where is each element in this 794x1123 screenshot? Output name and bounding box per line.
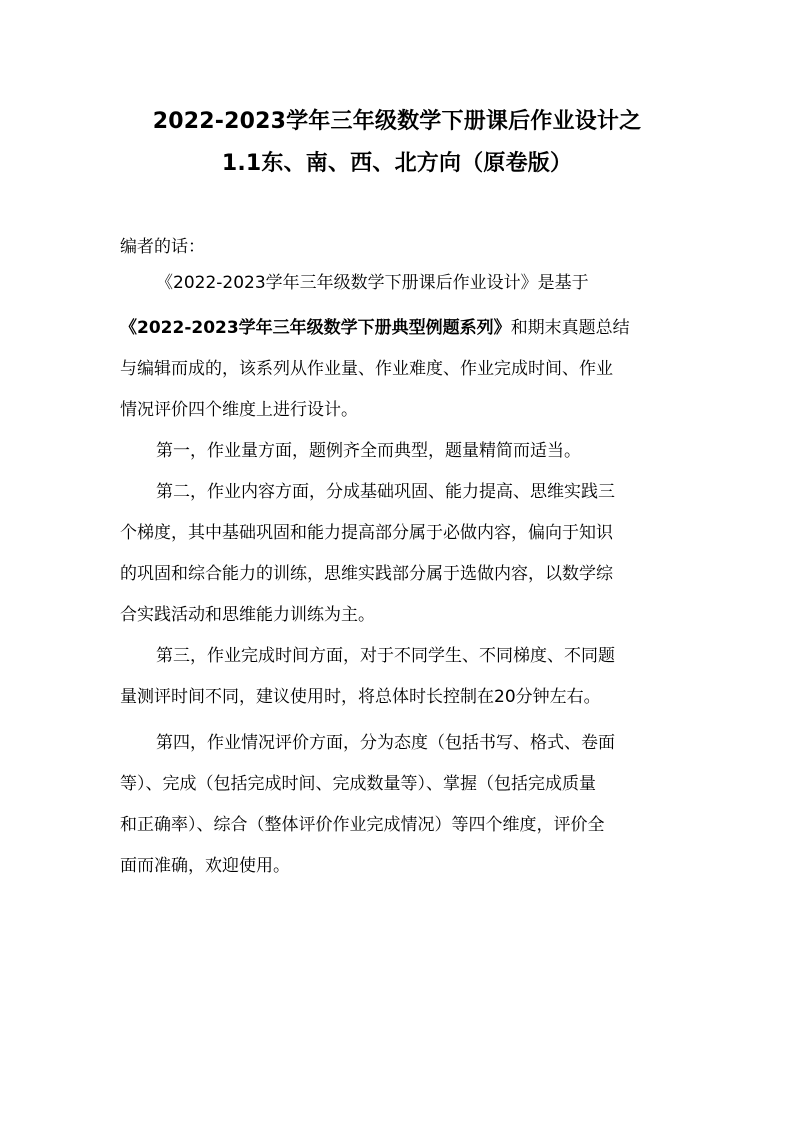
paragraph-3-line-1: 第二，作业内容方面，分成基础巩固、能力提高、思维实践三 <box>156 482 615 502</box>
paragraph-4-line-1: 第三，作业完成时间方面，对于不同学生、不同梯度、不同题 <box>156 646 615 666</box>
document-title-line-2: 1.1东、南、西、北方向（原卷版） <box>221 151 573 176</box>
paragraph-5-line-1: 第四，作业情况评价方面，分为态度（包括书写、格式、卷面 <box>156 733 615 753</box>
preface-label: 编者的话： <box>120 237 205 257</box>
paragraph-5-line-2: 等）、完成（包括完成时间、完成数量等）、掌握（包括完成质量 <box>120 774 596 794</box>
paragraph-1-line-2-rest: 和期末真题总结 <box>510 318 630 338</box>
paragraph-3-line-3: 的巩固和综合能力的训练，思维实践部分属于选做内容，以数学综 <box>120 564 613 584</box>
paragraph-4-line-2: 量测评时间不同，建议使用时，将总体时长控制在20分钟左右。 <box>120 687 601 707</box>
paragraph-1-line-2 <box>120 318 630 338</box>
paragraph-5-line-3: 和正确率）、综合（整体评价作业完成情况）等四个维度，评价全 <box>120 815 605 835</box>
paragraph-1-line-1: 《2022-2023学年三年级数学下册课后作业设计》是基于 <box>156 273 589 293</box>
paragraph-3-line-4: 合实践活动和思维能力训练为主。 <box>120 605 375 625</box>
document-title-line-1: 2022-2023学年三年级数学下册课后作业设计之 <box>152 109 642 134</box>
paragraph-5-line-4: 面而准确，欢迎使用。 <box>120 856 290 876</box>
paragraph-3-line-2: 个梯度，其中基础巩固和能力提高部分属于必做内容，偏向于知识 <box>120 523 613 543</box>
paragraph-2-line-1: 第一，作业量方面，题例齐全而典型，题量精简而适当。 <box>156 441 581 461</box>
series-name-bold: 《2022-2023学年三年级数学下册典型例题系列》 <box>120 318 511 338</box>
paragraph-1-line-4: 情况评价四个维度上进行设计。 <box>120 400 358 420</box>
paragraph-1-line-3: 与编辑而成的，该系列从作业量、作业难度、作业完成时间、作业 <box>120 359 613 379</box>
